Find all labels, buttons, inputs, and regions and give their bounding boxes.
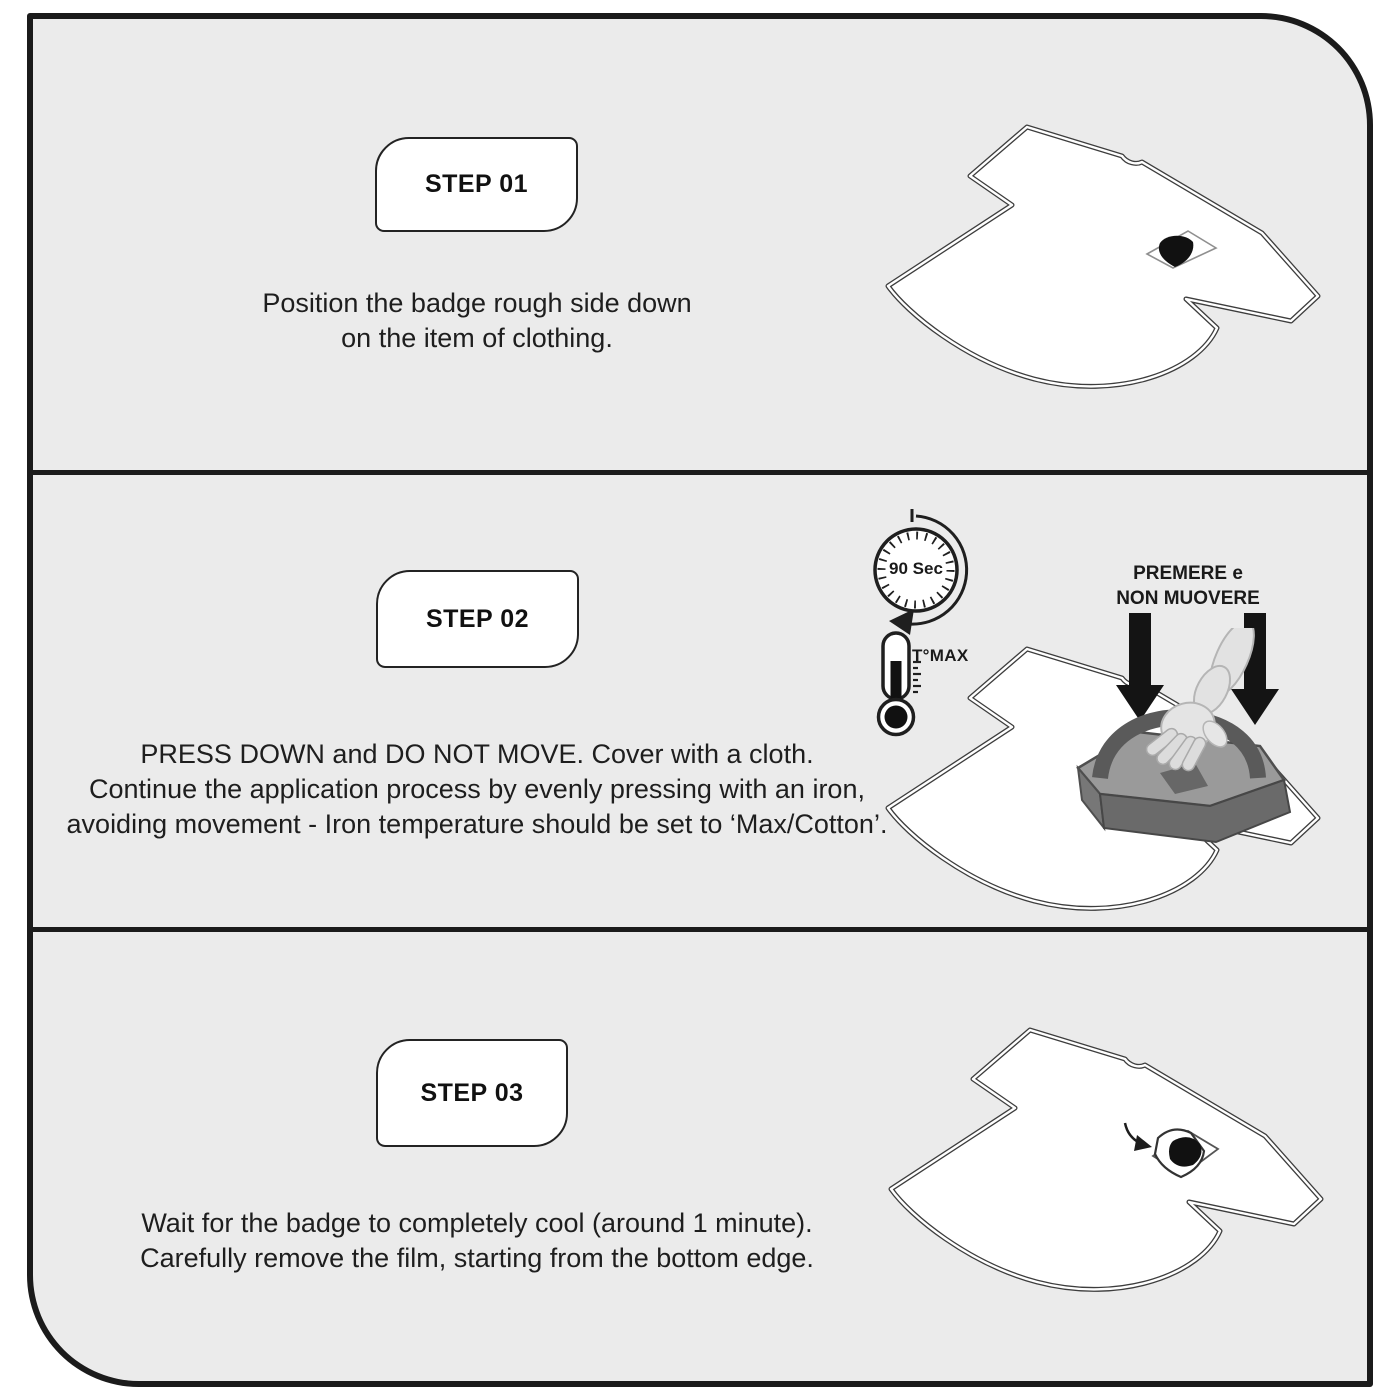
step-3-section	[33, 927, 1367, 1381]
step-2-label-box	[376, 570, 579, 668]
step-3-description	[33, 1206, 921, 1276]
sheet-frame	[27, 13, 1373, 1387]
description-line: on the item of clothing.	[341, 323, 613, 353]
step-1-label-box	[375, 137, 578, 232]
step-3-label-box	[376, 1039, 568, 1147]
temperature-max-label: T°MAX	[912, 646, 969, 665]
step-1-label: STEP 01	[424, 170, 529, 198]
description-line: Carefully remove the film, starting from the bottom edge.	[140, 1243, 814, 1273]
press-note-line: NON MUOVERE	[1116, 588, 1260, 609]
step-2-description	[33, 737, 921, 842]
iron-with-hand-illustration	[1060, 628, 1320, 868]
tshirt-illustration	[863, 1003, 1363, 1333]
step-1-description	[33, 286, 921, 356]
step-1-section	[33, 19, 1367, 470]
press-note	[1058, 561, 1318, 611]
description-line: Continue the application process by evenly pressing with an iron,	[89, 774, 865, 804]
step-2-label: STEP 02	[425, 604, 530, 633]
description-line: Wait for the badge to completely cool (around 1 minute).	[141, 1208, 813, 1238]
step-2-section	[33, 470, 1367, 927]
tshirt-illustration	[860, 100, 1360, 430]
timer-duration-label: 90 Sec	[889, 559, 943, 578]
description-line: Position the badge rough side down	[262, 288, 692, 318]
press-note-line: PREMERE e	[1133, 563, 1243, 584]
description-line: avoiding movement - Iron temperature should be set to ‘Max/Cotton’.	[66, 809, 888, 839]
step-3-label: STEP 03	[420, 1078, 524, 1107]
description-line: PRESS DOWN and DO NOT MOVE. Cover with a cloth.	[140, 739, 814, 769]
